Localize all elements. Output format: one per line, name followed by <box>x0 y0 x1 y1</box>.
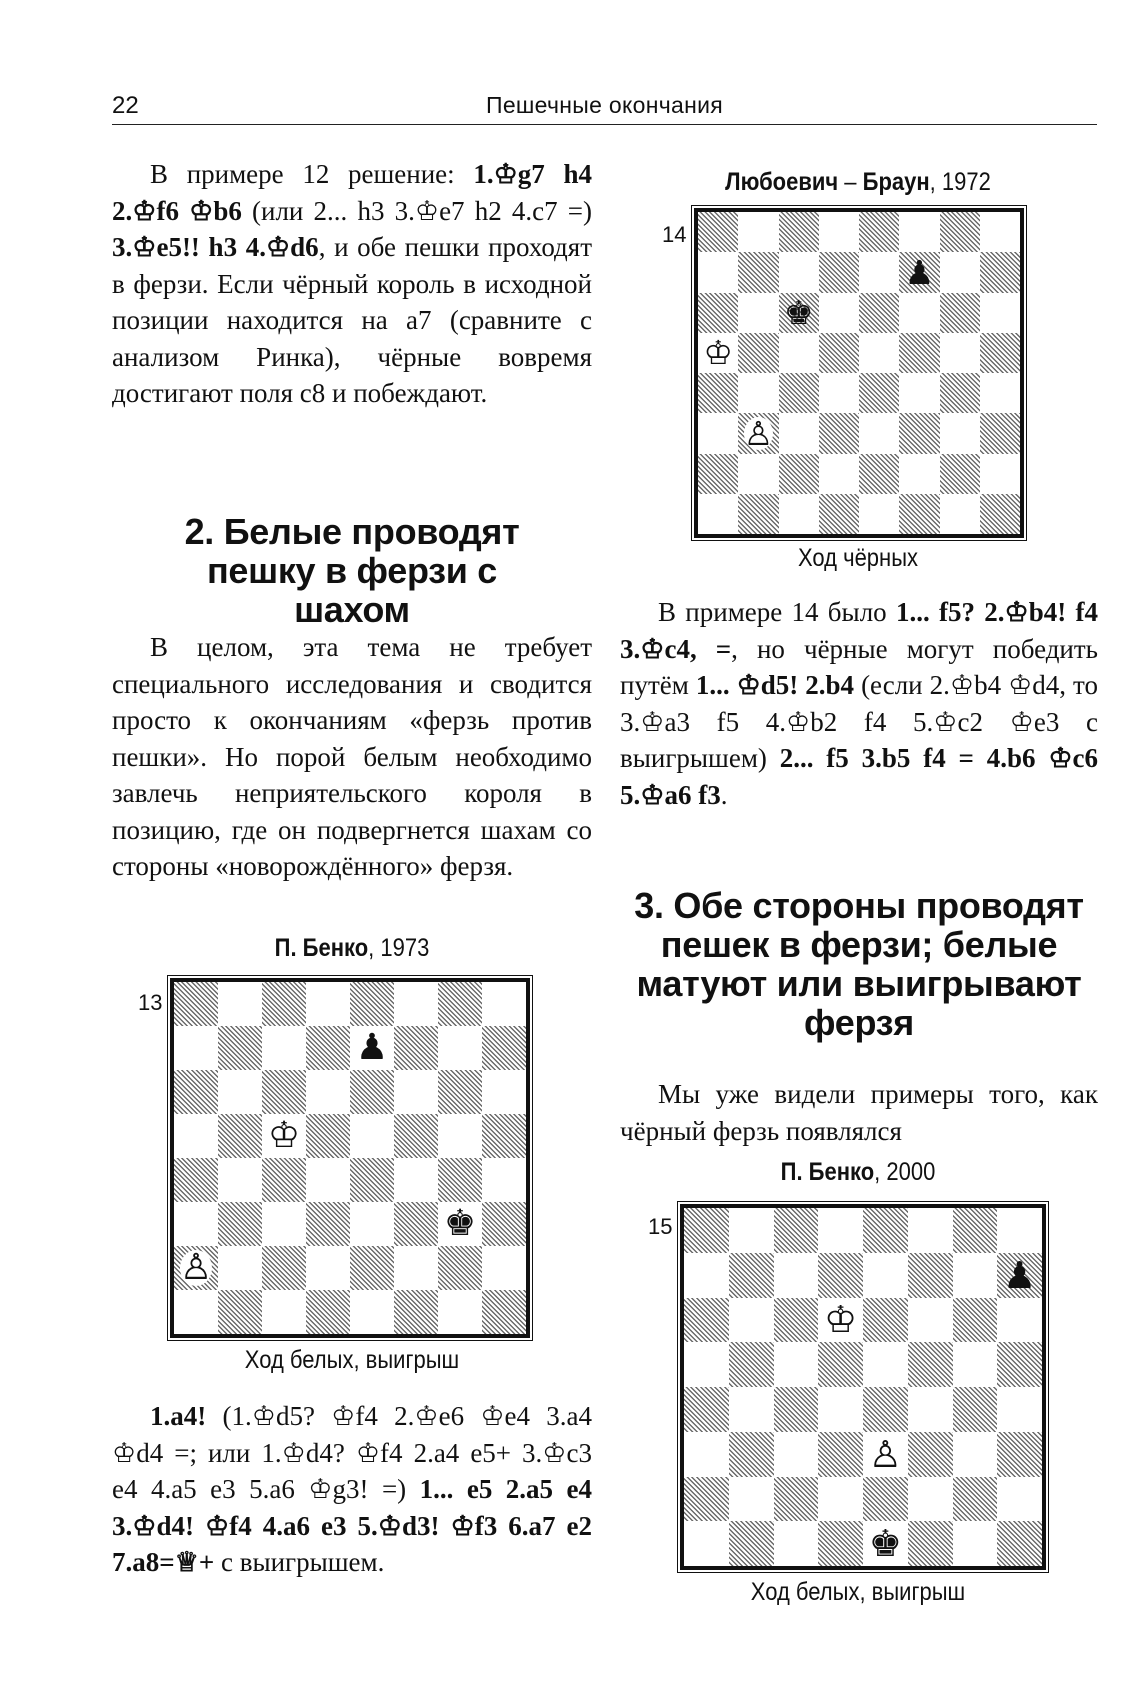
square-d3 <box>818 1432 863 1477</box>
square-b4 <box>218 1158 262 1202</box>
square-c1 <box>779 494 819 534</box>
move-notation: 2... f5 3.b5 f4 = 4.b6 ♔c6 5.♔a6 f3 <box>620 743 1099 810</box>
square-f2 <box>908 1477 953 1522</box>
square-f8 <box>908 1208 953 1253</box>
diagram-14-title <box>618 168 1098 197</box>
white-king-icon: ♔ <box>824 1298 858 1342</box>
square-g8 <box>953 1208 998 1253</box>
square-e7 <box>863 1253 908 1298</box>
text-run: В примере 14 было <box>658 597 896 627</box>
square-c2 <box>774 1477 819 1522</box>
square-h3 <box>997 1432 1042 1477</box>
square-e8 <box>863 1208 908 1253</box>
square-f5 <box>394 1114 438 1158</box>
square-h7 <box>482 1026 526 1070</box>
square-d6 <box>819 293 859 333</box>
square-d4 <box>306 1158 350 1202</box>
square-e4 <box>350 1158 394 1202</box>
right-column-text <box>620 594 1098 813</box>
square-e7 <box>350 1026 394 1070</box>
square-b6 <box>218 1070 262 1114</box>
square-a4 <box>174 1158 218 1202</box>
solution-13 <box>112 1398 592 1581</box>
square-f6 <box>394 1070 438 1114</box>
square-f5 <box>899 333 939 373</box>
square-a5 <box>698 333 738 373</box>
black-pawn-icon: ♟ <box>1003 1253 1037 1297</box>
white-pawn-icon: ♙ <box>743 413 774 453</box>
square-h3 <box>482 1202 526 1246</box>
square-g2 <box>953 1477 998 1522</box>
square-b3 <box>218 1202 262 1246</box>
square-a7 <box>174 1026 218 1070</box>
square-c6 <box>262 1070 306 1114</box>
paragraph-section-2: В целом, эта тема не требует специального исследования и сводится просто к окончаниям «ферзь против пешки». Но порой белым необходимо завлечь неприятельского короля в позицию, где он подвергнется шахам со стороны «новорождённого» ферзя. <box>112 632 592 881</box>
text-run: (или 2... h3 3.♔e7 h2 4.c7 =) <box>241 195 592 226</box>
move-notation: 3.♔e5!! h3 4.♔d6 <box>112 232 319 262</box>
diagram-number: 14 <box>662 222 687 247</box>
square-d1 <box>818 1521 863 1566</box>
black-pawn-icon: ♟ <box>904 252 935 292</box>
square-h4 <box>980 373 1020 413</box>
square-g6 <box>438 1070 482 1114</box>
diagram-caption: Ход белых, выигрыш <box>244 1346 460 1374</box>
square-a3 <box>698 413 738 453</box>
square-c7 <box>774 1253 819 1298</box>
square-f3 <box>394 1202 438 1246</box>
square-c4 <box>779 373 819 413</box>
square-e6 <box>859 293 899 333</box>
square-c2 <box>779 454 819 494</box>
square-d1 <box>819 494 859 534</box>
square-b4 <box>738 373 778 413</box>
square-h4 <box>997 1387 1042 1432</box>
square-h8 <box>997 1208 1042 1253</box>
square-e2 <box>863 1477 908 1522</box>
white-king-icon: ♔ <box>267 1115 301 1156</box>
square-b6 <box>738 293 778 333</box>
square-c7 <box>779 252 819 292</box>
diagram-title: П. Бенко, 1973 <box>274 934 430 962</box>
square-c6 <box>779 293 819 333</box>
square-e2 <box>350 1246 394 1290</box>
square-a5 <box>684 1342 729 1387</box>
diagram-13-title <box>112 934 592 963</box>
square-a1 <box>684 1521 729 1566</box>
square-a3 <box>684 1432 729 1477</box>
diagram-title: П. Бенко, 2000 <box>780 1158 936 1186</box>
square-b5 <box>218 1114 262 1158</box>
paragraph-section-3: Мы уже видели примеры того, как чёрный ферзь появлялся <box>620 1079 1098 1146</box>
black-king-icon: ♚ <box>868 1522 902 1566</box>
diagram-number: 13 <box>138 990 163 1015</box>
square-f3 <box>899 413 939 453</box>
square-b1 <box>218 1290 262 1334</box>
square-h3 <box>980 413 1020 453</box>
square-h8 <box>482 982 526 1026</box>
square-c5 <box>774 1342 819 1387</box>
square-f4 <box>908 1387 953 1432</box>
square-d2 <box>306 1246 350 1290</box>
diagram-number: 15 <box>648 1214 673 1239</box>
square-b8 <box>218 982 262 1026</box>
square-e8 <box>859 212 899 252</box>
square-b2 <box>738 454 778 494</box>
square-a5 <box>174 1114 218 1158</box>
square-f7 <box>899 252 939 292</box>
square-g8 <box>940 212 980 252</box>
section-2 <box>112 512 592 629</box>
square-f7 <box>394 1026 438 1070</box>
square-f6 <box>908 1298 953 1343</box>
square-a2 <box>174 1246 218 1290</box>
section-3-title: 3. Обе стороны проводят пешек в ферзи; белые матуют или выигрывают ферзя <box>634 885 1084 1043</box>
square-a2 <box>698 454 738 494</box>
square-a1 <box>698 494 738 534</box>
square-d6 <box>818 1298 863 1343</box>
square-a6 <box>174 1070 218 1114</box>
square-h1 <box>997 1521 1042 1566</box>
square-c1 <box>774 1521 819 1566</box>
square-c8 <box>262 982 306 1026</box>
square-b7 <box>738 252 778 292</box>
square-a7 <box>684 1253 729 1298</box>
paragraph-example-12 <box>112 156 592 412</box>
square-g2 <box>438 1246 482 1290</box>
square-h5 <box>997 1342 1042 1387</box>
square-e4 <box>863 1387 908 1432</box>
square-h5 <box>482 1114 526 1158</box>
square-f2 <box>394 1246 438 1290</box>
square-e5 <box>863 1342 908 1387</box>
square-e1 <box>863 1521 908 1566</box>
square-d6 <box>306 1070 350 1114</box>
square-f8 <box>394 982 438 1026</box>
board-grid <box>174 982 526 1334</box>
square-a6 <box>698 293 738 333</box>
square-d3 <box>306 1202 350 1246</box>
square-g4 <box>438 1158 482 1202</box>
square-a7 <box>698 252 738 292</box>
square-h6 <box>482 1070 526 1114</box>
square-b5 <box>729 1342 774 1387</box>
square-e6 <box>350 1070 394 1114</box>
section-2-body <box>112 629 592 885</box>
square-g1 <box>940 494 980 534</box>
square-b2 <box>218 1246 262 1290</box>
text-run: В примере 12 решение: <box>150 159 474 189</box>
square-b1 <box>738 494 778 534</box>
square-d2 <box>818 1477 863 1522</box>
square-g4 <box>953 1387 998 1432</box>
white-king-icon: ♔ <box>703 333 733 373</box>
square-g1 <box>953 1521 998 1566</box>
square-e1 <box>859 494 899 534</box>
square-g3 <box>953 1432 998 1477</box>
square-h7 <box>997 1253 1042 1298</box>
square-e5 <box>859 333 899 373</box>
square-g8 <box>438 982 482 1026</box>
square-e3 <box>859 413 899 453</box>
running-title: Пешечные окончания <box>486 92 723 118</box>
square-e7 <box>859 252 899 292</box>
square-f1 <box>908 1521 953 1566</box>
square-d3 <box>819 413 859 453</box>
diagram-15-title <box>618 1158 1098 1187</box>
square-h1 <box>482 1290 526 1334</box>
square-g7 <box>940 252 980 292</box>
square-g7 <box>438 1026 482 1070</box>
square-d7 <box>819 252 859 292</box>
square-c5 <box>262 1114 306 1158</box>
square-h6 <box>997 1298 1042 1343</box>
square-d8 <box>306 982 350 1026</box>
square-d5 <box>819 333 859 373</box>
square-e3 <box>863 1432 908 1477</box>
square-d7 <box>306 1026 350 1070</box>
square-a4 <box>684 1387 729 1432</box>
text-run: , но чёрные могут победить путём <box>620 633 1098 700</box>
square-a8 <box>174 982 218 1026</box>
paragraph-solution-13 <box>112 1398 592 1581</box>
section-3-body <box>620 1076 1098 1149</box>
square-e4 <box>859 373 899 413</box>
square-c4 <box>262 1158 306 1202</box>
square-g7 <box>953 1253 998 1298</box>
text-run: , и обе пешки проходят в ферзи. Если чёрный король в исходной позиции находится на a7 (сравните с анализом Ринка), чёрные вовремя достигают поля c8 и побеждают. <box>112 232 592 408</box>
move-notation: 1... f5? 2.♔b4! f4 3.♔c4, = <box>620 597 1098 664</box>
square-d4 <box>819 373 859 413</box>
white-pawn-icon: ♙ <box>179 1247 213 1288</box>
square-a4 <box>698 373 738 413</box>
diagram-title: Любоевич – Браун, 1972 <box>725 168 991 196</box>
square-a2 <box>684 1477 729 1522</box>
move-notation: 1.a4! <box>150 1401 207 1431</box>
square-c1 <box>262 1290 306 1334</box>
diagram-13-caption <box>112 1346 592 1375</box>
square-d5 <box>306 1114 350 1158</box>
square-c3 <box>774 1432 819 1477</box>
square-g3 <box>438 1202 482 1246</box>
chessboard-15 <box>680 1204 1046 1570</box>
square-g3 <box>940 413 980 453</box>
square-e6 <box>863 1298 908 1343</box>
board-grid <box>684 1208 1042 1566</box>
diagram-caption: Ход чёрных <box>797 544 919 572</box>
square-c8 <box>774 1208 819 1253</box>
black-king-icon: ♚ <box>783 293 814 333</box>
square-f1 <box>394 1290 438 1334</box>
square-h2 <box>997 1477 1042 1522</box>
square-h7 <box>980 252 1020 292</box>
square-c6 <box>774 1298 819 1343</box>
square-d4 <box>818 1387 863 1432</box>
square-h2 <box>482 1246 526 1290</box>
square-d1 <box>306 1290 350 1334</box>
square-b5 <box>738 333 778 373</box>
white-pawn-icon: ♙ <box>868 1432 902 1476</box>
square-h2 <box>980 454 1020 494</box>
square-g5 <box>953 1342 998 1387</box>
square-a6 <box>684 1298 729 1343</box>
move-notation: 1.♔g7 h4 2.♔f6 ♔b6 <box>112 159 592 226</box>
square-e1 <box>350 1290 394 1334</box>
square-e5 <box>350 1114 394 1158</box>
square-f2 <box>899 454 939 494</box>
text-run: с выигрышем. <box>214 1547 385 1577</box>
square-d5 <box>818 1342 863 1387</box>
square-e3 <box>350 1202 394 1246</box>
square-h4 <box>482 1158 526 1202</box>
square-c2 <box>262 1246 306 1290</box>
square-a3 <box>174 1202 218 1246</box>
black-king-icon: ♚ <box>443 1203 477 1244</box>
square-b7 <box>218 1026 262 1070</box>
square-f8 <box>899 212 939 252</box>
square-a1 <box>174 1290 218 1334</box>
diagram-14-caption <box>618 544 1098 573</box>
diagram-caption: Ход белых, выигрыш <box>750 1578 966 1606</box>
square-d8 <box>819 212 859 252</box>
page-number: 22 <box>112 92 139 119</box>
square-h5 <box>980 333 1020 373</box>
square-h1 <box>980 494 1020 534</box>
section-2-title: 2. Белые проводят пешку в ферзи с шахом <box>184 511 520 630</box>
move-notation: 1... ♔d5! 2.b4 <box>695 670 855 700</box>
square-d8 <box>818 1208 863 1253</box>
square-c4 <box>774 1387 819 1432</box>
square-f7 <box>908 1253 953 1298</box>
section-3 <box>620 886 1098 1042</box>
square-g1 <box>438 1290 482 1334</box>
paragraph-example-14 <box>620 594 1098 813</box>
square-d2 <box>819 454 859 494</box>
page-header <box>112 92 1097 125</box>
chessboard-14 <box>694 208 1024 538</box>
square-a8 <box>684 1208 729 1253</box>
square-c8 <box>779 212 819 252</box>
board-grid <box>698 212 1020 534</box>
square-e8 <box>350 982 394 1026</box>
square-e2 <box>859 454 899 494</box>
chessboard-13 <box>170 978 530 1338</box>
square-b1 <box>729 1521 774 1566</box>
square-f4 <box>899 373 939 413</box>
square-f3 <box>908 1432 953 1477</box>
left-column <box>112 156 592 412</box>
square-c3 <box>779 413 819 453</box>
square-g2 <box>940 454 980 494</box>
square-b8 <box>729 1208 774 1253</box>
move-notation: 1... e5 2.a5 e4 3.♔d4! ♔f4 4.a6 e3 5.♔d3! ♔f3 6.a7 e2 7.a8=♕+ <box>112 1474 592 1577</box>
square-b7 <box>729 1253 774 1298</box>
text-run: (1.♔d5? ♔f4 2.♔e6 ♔e4 3.a4 ♔d4 =; или 1.♔d4? ♔f4 2.a4 e5+ 3.♔c3 e4 4.a5 e3 5.a6 ♔g3! =) <box>112 1401 592 1504</box>
square-f4 <box>394 1158 438 1202</box>
square-b6 <box>729 1298 774 1343</box>
square-g4 <box>940 373 980 413</box>
square-b3 <box>729 1432 774 1477</box>
square-c7 <box>262 1026 306 1070</box>
square-g6 <box>940 293 980 333</box>
square-b3 <box>738 413 778 453</box>
black-pawn-icon: ♟ <box>355 1027 389 1068</box>
square-c3 <box>262 1202 306 1246</box>
square-b2 <box>729 1477 774 1522</box>
square-h8 <box>980 212 1020 252</box>
square-f6 <box>899 293 939 333</box>
square-c5 <box>779 333 819 373</box>
square-f1 <box>899 494 939 534</box>
square-a8 <box>698 212 738 252</box>
square-b8 <box>738 212 778 252</box>
text-run: (если 2.♔b4 ♔d4, то 3.♔a3 f5 4.♔b2 f4 5.♔c2 ♔e3 с выигрышем) <box>620 670 1098 773</box>
square-h6 <box>980 293 1020 333</box>
text-run: . <box>720 779 728 810</box>
square-g5 <box>940 333 980 373</box>
square-f5 <box>908 1342 953 1387</box>
square-d7 <box>818 1253 863 1298</box>
square-g5 <box>438 1114 482 1158</box>
square-g6 <box>953 1298 998 1343</box>
square-b4 <box>729 1387 774 1432</box>
diagram-15-caption <box>618 1578 1098 1607</box>
